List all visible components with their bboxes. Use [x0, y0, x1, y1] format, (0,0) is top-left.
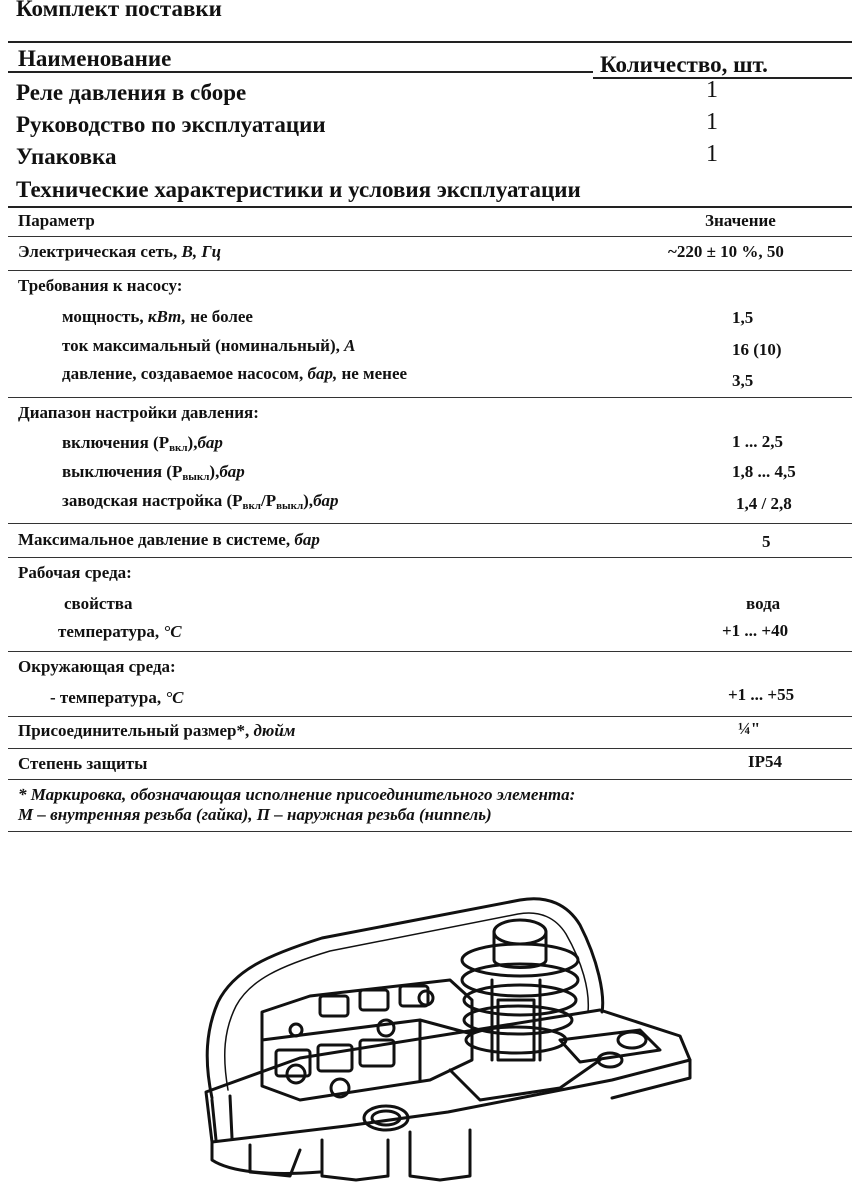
- param-pump-power: мощность, кВт, не более: [62, 307, 253, 326]
- footnote-line2: М – внутренняя резьба (гайка), П – наружная резьба (ниппель): [18, 805, 492, 824]
- col-header-qty: Количество, шт.: [600, 52, 768, 77]
- value-range-off: 1,8 ... 4,5: [732, 462, 796, 481]
- param-pump-current: ток максимальный (номинальный), А: [62, 336, 356, 355]
- param-protection: Степень защиты: [18, 754, 148, 773]
- footnote-line1: * Маркировка, обозначающая исполнение присоединительного элемента:: [18, 785, 576, 804]
- value-pump-pressure: 3,5: [732, 371, 754, 390]
- kit-row-name: Руководство по эксплуатации: [16, 112, 326, 137]
- value-pump-current: 16 (10): [732, 340, 782, 359]
- param-connection-size: Присоединительный размер*, дюйм: [18, 721, 296, 740]
- kit-row-name: Упаковка: [16, 144, 117, 169]
- col-header-name: Наименование: [18, 46, 172, 71]
- param-range-off: выключения $(Р_{выкл}),бар$: [62, 462, 245, 483]
- param-power-network: Электрическая сеть, В, Гц: [18, 242, 222, 261]
- kit-row-qty: 1: [706, 109, 718, 135]
- param-medium-props: свойства: [64, 594, 133, 613]
- section-title-specs: Технические характеристики и условия эксплуатации: [16, 177, 581, 202]
- param-ambient-temp: - температура, °C: [50, 688, 184, 707]
- value-connection-size: ¼": [738, 719, 761, 738]
- kit-row-name: Реле давления в сборе: [16, 80, 247, 105]
- kit-row-qty: 1: [706, 77, 718, 103]
- col-header-value: Значение: [705, 211, 776, 230]
- col-header-param: Параметр: [18, 211, 95, 230]
- param-pump-pressure: давление, создаваемое насосом, бар, не менее: [62, 364, 408, 383]
- kit-row-qty: 1: [706, 141, 718, 167]
- value-medium-temp: +1 ... +40: [722, 621, 789, 640]
- value-power-network: ~220 ± 10 %, 50: [668, 242, 784, 261]
- value-range-factory: 1,4 / 2,8: [736, 494, 792, 513]
- value-max-pressure: 5: [762, 532, 771, 551]
- param-range-factory: заводская настройка $(Р_{вкл}/Р_{выкл}),бар$: [62, 491, 339, 512]
- value-protection: IP54: [748, 752, 782, 771]
- value-pump-power: 1,5: [732, 308, 754, 327]
- section-title-kit: Комплект поставки: [16, 0, 222, 21]
- param-medium-temp: температура, °C: [58, 622, 182, 641]
- value-medium-props: вода: [746, 594, 781, 613]
- param-medium-heading: Рабочая среда:: [18, 563, 132, 582]
- param-range-heading: Диапазон настройки давления:: [18, 403, 259, 422]
- param-max-pressure: Максимальное давление в системе, бар: [18, 530, 320, 549]
- value-range-on: 1 ... 2,5: [732, 432, 783, 451]
- param-range-on: включения $(Р_{вкл}),бар$: [62, 433, 223, 454]
- value-ambient-temp: +1 ... +55: [728, 685, 795, 704]
- param-ambient-heading: Окружающая среда:: [18, 657, 176, 676]
- param-pump-heading: Требования к насосу:: [18, 276, 183, 295]
